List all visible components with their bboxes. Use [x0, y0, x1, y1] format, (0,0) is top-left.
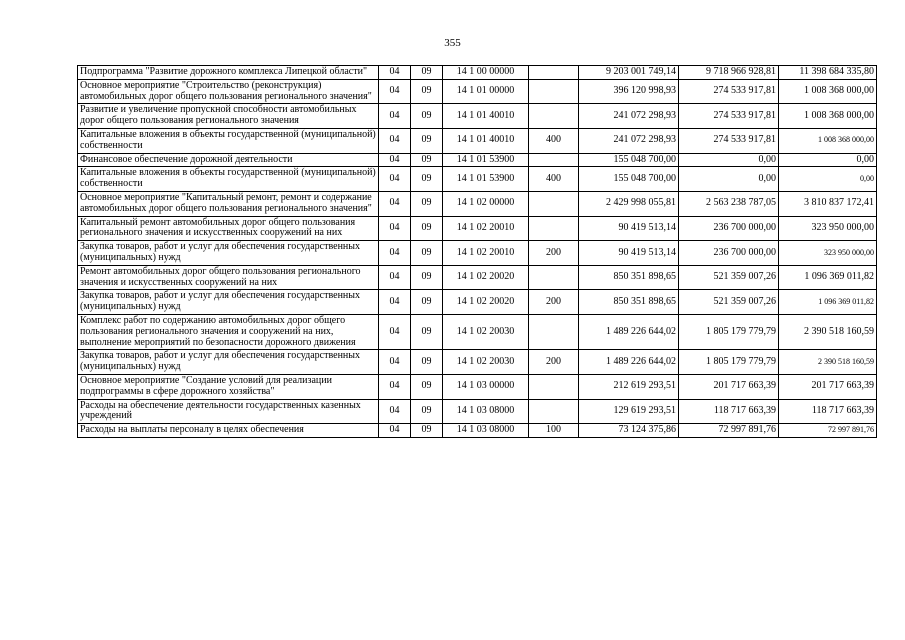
expense-type-cell — [529, 265, 579, 290]
subsection-code-cell: 09 — [411, 314, 443, 349]
budget-table-body — [78, 66, 877, 438]
subsection-code-cell: 09 — [411, 350, 443, 375]
row-name-cell: Основное мероприятие "Строительство (реконструкция) автомобильных дорог общего пользования регионального значения" — [78, 79, 379, 104]
target-article-cell: 14 1 02 00000 — [443, 191, 529, 216]
target-article-cell: 14 1 01 40010 — [443, 104, 529, 129]
page-number: 355 — [444, 37, 461, 49]
target-article-cell: 14 1 02 20030 — [443, 314, 529, 349]
target-article-cell: 14 1 03 00000 — [443, 374, 529, 399]
section-code-cell: 04 — [379, 128, 411, 153]
row-name-cell: Закупка товаров, работ и услуг для обеспечения государственных (муниципальных) нужд — [78, 290, 379, 315]
amount-year2-cell: 72 997 891,76 — [679, 424, 779, 438]
amount-year1-cell: 9 203 001 749,14 — [579, 66, 679, 80]
row-name-cell: Ремонт автомобильных дорог общего пользования регионального значения и искусственных сооружений на них — [78, 265, 379, 290]
amount-year2-cell: 236 700 000,00 — [679, 216, 779, 241]
expense-type-cell — [529, 66, 579, 80]
target-article-cell: 14 1 02 20010 — [443, 241, 529, 266]
section-code-cell: 04 — [379, 399, 411, 424]
subsection-code-cell: 09 — [411, 399, 443, 424]
subsection-code-cell: 09 — [411, 191, 443, 216]
subsection-code-cell: 09 — [411, 241, 443, 266]
amount-year3-cell: 72 997 891,76 — [779, 424, 877, 438]
expense-type-cell — [529, 104, 579, 129]
amount-year3-cell: 2 390 518 160,59 — [779, 314, 877, 349]
row-name-cell: Основное мероприятие "Создание условий для реализации подпрограммы в сфере дорожного хозяйства" — [78, 374, 379, 399]
amount-year2-cell: 274 533 917,81 — [679, 128, 779, 153]
row-name-cell: Капитальные вложения в объекты государственной (муниципальной) собственности — [78, 167, 379, 192]
amount-year3-cell: 1 008 368 000,00 — [779, 128, 877, 153]
table-row — [78, 104, 877, 129]
amount-year3-cell: 1 008 368 000,00 — [779, 79, 877, 104]
expense-type-cell: 100 — [529, 424, 579, 438]
amount-year1-cell: 73 124 375,86 — [579, 424, 679, 438]
subsection-code-cell: 09 — [411, 424, 443, 438]
section-code-cell: 04 — [379, 290, 411, 315]
target-article-cell: 14 1 02 20010 — [443, 216, 529, 241]
expense-type-cell — [529, 399, 579, 424]
amount-year2-cell: 274 533 917,81 — [679, 104, 779, 129]
amount-year3-cell: 3 810 837 172,41 — [779, 191, 877, 216]
row-name-cell: Расходы на выплаты персоналу в целях обеспечения — [78, 424, 379, 438]
expense-type-cell — [529, 374, 579, 399]
target-article-cell: 14 1 01 53900 — [443, 167, 529, 192]
table-row — [78, 374, 877, 399]
budget-table — [77, 65, 877, 438]
amount-year2-cell: 0,00 — [679, 153, 779, 167]
expense-type-cell: 200 — [529, 290, 579, 315]
section-code-cell: 04 — [379, 265, 411, 290]
target-article-cell: 14 1 00 00000 — [443, 66, 529, 80]
section-code-cell: 04 — [379, 191, 411, 216]
expense-type-cell — [529, 79, 579, 104]
amount-year2-cell: 201 717 663,39 — [679, 374, 779, 399]
amount-year2-cell: 274 533 917,81 — [679, 79, 779, 104]
section-code-cell: 04 — [379, 374, 411, 399]
section-code-cell: 04 — [379, 350, 411, 375]
amount-year2-cell: 521 359 007,26 — [679, 290, 779, 315]
amount-year3-cell: 201 717 663,39 — [779, 374, 877, 399]
amount-year3-cell: 1 096 369 011,82 — [779, 265, 877, 290]
section-code-cell: 04 — [379, 66, 411, 80]
table-row — [78, 216, 877, 241]
amount-year2-cell: 236 700 000,00 — [679, 241, 779, 266]
subsection-code-cell: 09 — [411, 66, 443, 80]
row-name-cell: Капитальные вложения в объекты государственной (муниципальной) собственности — [78, 128, 379, 153]
table-row — [78, 241, 877, 266]
amount-year3-cell: 0,00 — [779, 153, 877, 167]
amount-year1-cell: 1 489 226 644,02 — [579, 350, 679, 375]
amount-year2-cell: 1 805 179 779,79 — [679, 350, 779, 375]
amount-year2-cell: 521 359 007,26 — [679, 265, 779, 290]
subsection-code-cell: 09 — [411, 128, 443, 153]
table-row — [78, 350, 877, 375]
section-code-cell: 04 — [379, 79, 411, 104]
target-article-cell: 14 1 03 08000 — [443, 424, 529, 438]
amount-year1-cell: 212 619 293,51 — [579, 374, 679, 399]
row-name-cell: Комплекс работ по содержанию автомобильных дорог общего пользования регионального значения и сооружений на них, выполнение мероприятий по безопасности дорожного движения — [78, 314, 379, 349]
table-row — [78, 265, 877, 290]
row-name-cell: Закупка товаров, работ и услуг для обеспечения государственных (муниципальных) нужд — [78, 350, 379, 375]
amount-year3-cell: 2 390 518 160,59 — [779, 350, 877, 375]
subsection-code-cell: 09 — [411, 79, 443, 104]
section-code-cell: 04 — [379, 241, 411, 266]
expense-type-cell: 400 — [529, 167, 579, 192]
expense-type-cell — [529, 153, 579, 167]
section-code-cell: 04 — [379, 314, 411, 349]
target-article-cell: 14 1 01 40010 — [443, 128, 529, 153]
amount-year3-cell: 11 398 684 335,80 — [779, 66, 877, 80]
row-name-cell: Основное мероприятие "Капитальный ремонт, ремонт и содержание автомобильных дорог общего пользования регионального значения" — [78, 191, 379, 216]
expense-type-cell: 200 — [529, 241, 579, 266]
amount-year1-cell: 90 419 513,14 — [579, 216, 679, 241]
table-row — [78, 399, 877, 424]
expense-type-cell: 400 — [529, 128, 579, 153]
table-row — [78, 66, 877, 80]
amount-year1-cell: 155 048 700,00 — [579, 167, 679, 192]
target-article-cell: 14 1 01 00000 — [443, 79, 529, 104]
table-row — [78, 290, 877, 315]
subsection-code-cell: 09 — [411, 374, 443, 399]
row-name-cell: Расходы на обеспечение деятельности государственных казенных учреждений — [78, 399, 379, 424]
amount-year1-cell: 90 419 513,14 — [579, 241, 679, 266]
expense-type-cell — [529, 314, 579, 349]
amount-year1-cell: 155 048 700,00 — [579, 153, 679, 167]
amount-year2-cell: 118 717 663,39 — [679, 399, 779, 424]
section-code-cell: 04 — [379, 153, 411, 167]
amount-year3-cell: 1 096 369 011,82 — [779, 290, 877, 315]
subsection-code-cell: 09 — [411, 104, 443, 129]
row-name-cell: Капитальный ремонт автомобильных дорог общего пользования регионального значения и искусственных сооружений на них — [78, 216, 379, 241]
table-row — [78, 79, 877, 104]
expense-type-cell — [529, 191, 579, 216]
table-row — [78, 153, 877, 167]
target-article-cell: 14 1 02 20020 — [443, 265, 529, 290]
table-row — [78, 424, 877, 438]
section-code-cell: 04 — [379, 104, 411, 129]
table-row — [78, 314, 877, 349]
subsection-code-cell: 09 — [411, 153, 443, 167]
amount-year3-cell: 1 008 368 000,00 — [779, 104, 877, 129]
subsection-code-cell: 09 — [411, 216, 443, 241]
subsection-code-cell: 09 — [411, 290, 443, 315]
amount-year1-cell: 129 619 293,51 — [579, 399, 679, 424]
expense-type-cell — [529, 216, 579, 241]
amount-year1-cell: 241 072 298,93 — [579, 104, 679, 129]
target-article-cell: 14 1 03 08000 — [443, 399, 529, 424]
amount-year1-cell: 396 120 998,93 — [579, 79, 679, 104]
subsection-code-cell: 09 — [411, 265, 443, 290]
row-name-cell: Финансовое обеспечение дорожной деятельности — [78, 153, 379, 167]
section-code-cell: 04 — [379, 424, 411, 438]
table-row — [78, 167, 877, 192]
amount-year2-cell: 2 563 238 787,05 — [679, 191, 779, 216]
target-article-cell: 14 1 01 53900 — [443, 153, 529, 167]
amount-year2-cell: 9 718 966 928,81 — [679, 66, 779, 80]
section-code-cell: 04 — [379, 167, 411, 192]
amount-year1-cell: 241 072 298,93 — [579, 128, 679, 153]
amount-year3-cell: 118 717 663,39 — [779, 399, 877, 424]
amount-year3-cell: 0,00 — [779, 167, 877, 192]
amount-year2-cell: 1 805 179 779,79 — [679, 314, 779, 349]
amount-year3-cell: 323 950 000,00 — [779, 241, 877, 266]
table-row — [78, 191, 877, 216]
row-name-cell: Развитие и увеличение пропускной способности автомобильных дорог общего пользования регионального значения — [78, 104, 379, 129]
amount-year3-cell: 323 950 000,00 — [779, 216, 877, 241]
section-code-cell: 04 — [379, 216, 411, 241]
amount-year1-cell: 850 351 898,65 — [579, 290, 679, 315]
row-name-cell: Закупка товаров, работ и услуг для обеспечения государственных (муниципальных) нужд — [78, 241, 379, 266]
amount-year2-cell: 0,00 — [679, 167, 779, 192]
row-name-cell: Подпрограмма "Развитие дорожного комплекса Липецкой области" — [78, 66, 379, 80]
expense-type-cell: 200 — [529, 350, 579, 375]
subsection-code-cell: 09 — [411, 167, 443, 192]
table-row — [78, 128, 877, 153]
amount-year1-cell: 850 351 898,65 — [579, 265, 679, 290]
target-article-cell: 14 1 02 20030 — [443, 350, 529, 375]
amount-year1-cell: 1 489 226 644,02 — [579, 314, 679, 349]
amount-year1-cell: 2 429 998 055,81 — [579, 191, 679, 216]
target-article-cell: 14 1 02 20020 — [443, 290, 529, 315]
